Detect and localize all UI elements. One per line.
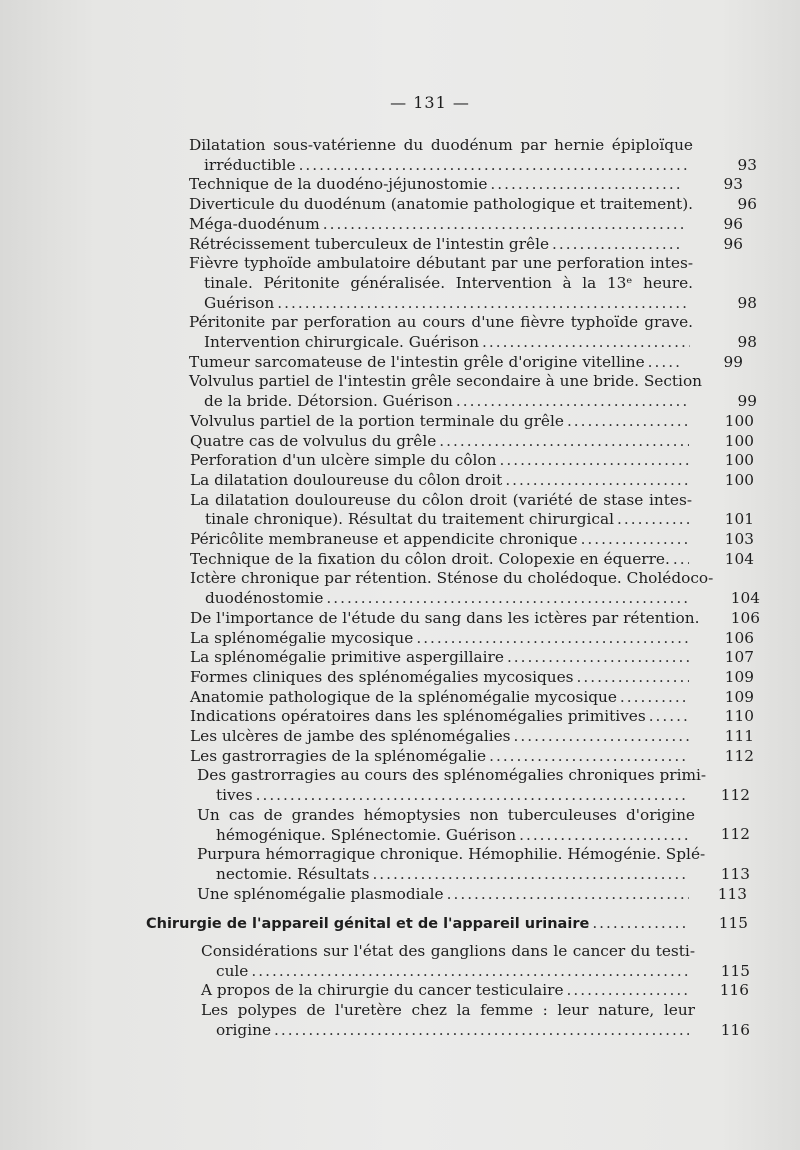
leader-dots [482,333,690,353]
entry-line: Formes cliniques des splénomégalies mycosiques ..... [190,668,692,688]
entry-line: Chirurgie de l'appareil génital et de l'appareil urinaire ..... [146,914,691,935]
toc-entry [190,569,760,608]
page-ref: 113 [717,884,747,903]
entry-line: Ictère chronique par rétention. Sténose du cholédoque. Cholédoco- [190,569,714,588]
entry-line: nectomie. Résultats ..... [197,865,692,885]
toc-entry [190,431,754,452]
page-ref: 106 [730,608,760,627]
page-number-header: — 131 — [390,93,470,112]
page-ref: 112 [720,825,750,844]
toc-entry [190,667,754,688]
entry-line: Perforation d'un ulcère simple du côlon ..... [190,451,692,471]
toc-entry [189,313,757,352]
page-ref: 99 [723,352,743,371]
page-ref: 103 [724,530,754,548]
page-ref: 115 [718,914,748,932]
leader-dots [499,451,689,471]
toc-entry [189,136,757,175]
toc-entry [197,845,750,884]
toc-entry [197,805,750,845]
leader-dots [507,648,689,668]
leader-dots [490,175,683,195]
entry-line: Une splénomégalie plasmodiale ..... [197,885,692,905]
page-ref: 115 [720,961,750,980]
page-ref: 96 [737,195,757,214]
leader-dots [274,1021,689,1041]
toc-entry [190,530,754,550]
entry-line: Considérations sur l'état des ganglions dans le cancer du testi- [201,942,695,960]
entry-line: Les polypes de l'uretère chez la femme : leur nature, leur [201,1001,695,1020]
leader-dots [577,668,689,688]
entry-line: Indications opératoires dans les splénomégalies primitives ..... [190,707,692,727]
entry-line: Fièvre typhoïde ambulatoire débutant par une perforation intes- [189,254,693,273]
entry-line: Anatomie pathologique de la splénomégalie mycosique ..... [190,688,692,708]
entry-line: Quatre cas de volvulus du grêle ..... [190,432,692,452]
page-ref: 98 [737,332,757,351]
toc-entry [190,746,754,767]
entry-line: tinale. Péritonite généralisée. Intervention à la 13ᵉ heure. [204,273,693,292]
toc-entry [190,628,754,649]
toc-entry [190,411,754,432]
leader-dots [620,688,689,708]
toc-entry [189,352,743,373]
toc-entry [189,372,757,411]
leader-dots [617,510,689,530]
entry-line: hémogénique. Splénectomie. Guérison ..... [197,826,692,846]
entry-line: Méga-duodénum ..... [189,215,686,235]
leader-dots [581,530,689,550]
leader-dots [673,550,689,570]
page-ref: 106 [724,628,754,647]
entry-line: origine ..... [201,1021,692,1041]
leader-dots [567,412,689,432]
entry-line: La dilatation douloureuse du côlon droit ..... [190,471,692,491]
page-ref: 116 [719,981,749,1000]
entry-line: Dilatation sous-vatérienne du duodénum par hernie épiploïque [189,136,693,154]
page-ref: 109 [724,687,754,706]
entry-line: tives ..... [197,786,692,806]
leader-dots [519,826,689,846]
page-ref: 98 [737,293,757,312]
entry-line: La splénomégalie mycosique ..... [190,629,692,649]
page-ref: 104 [730,589,760,608]
page-ref: 112 [720,786,750,805]
entry-line: cule ..... [201,962,692,982]
toc-entry [189,234,743,255]
toc-entry [189,214,743,235]
entry-line: irréductible ..... [189,156,693,176]
leader-dots [447,885,689,905]
leader-dots [456,392,690,412]
page-ref: 99 [737,392,757,411]
entry-line: Diverticule du duodénum (anatomie pathologique et traitement). [189,195,694,214]
toc-entry [190,648,754,668]
page-ref: 93 [737,155,757,174]
page-ref: 101 [724,510,754,529]
leader-dots [251,962,689,982]
page-ref: 96 [723,214,743,233]
toc-entry [197,884,747,905]
leader-dots [489,747,689,767]
leader-dots [505,471,689,491]
entry-line: Un cas de grandes hémoptysies non tuberculeuses d'origine [197,805,695,824]
toc-entry [201,942,750,981]
leader-dots [299,156,690,176]
page-ref: 107 [724,648,754,667]
entry-line: Rétrécissement tuberculeux de l'intestin grêle ..... [189,235,686,255]
toc-entry [190,727,754,747]
leader-dots [552,235,683,255]
page-ref: 116 [720,1020,750,1039]
page-ref: 110 [724,707,754,726]
entry-line: Purpura hémorragique chronique. Hémophilie. Hémogénie. Splé- [197,845,706,864]
leader-dots [514,727,689,747]
toc-entry [189,195,757,215]
page-ref: 112 [724,746,754,765]
leader-dots [416,629,689,649]
leader-dots [649,707,689,727]
toc-entry [190,490,754,530]
page-ref: 100 [724,451,754,470]
leader-dots [648,353,683,373]
entry-line: Guérison ..... [189,294,693,314]
leader-dots [439,432,689,452]
page-ref: 100 [724,431,754,450]
leader-dots [326,589,689,609]
entry-line: Volvulus partiel de la portion terminale du grêle ..... [190,412,692,432]
entry-line: Les ulcères de jambe des splénomégalies ..... [190,727,692,747]
toc-entry [189,175,743,195]
page-ref: 111 [724,727,754,745]
toc-entry [190,549,754,570]
entry-line: Technique de la duodéno-jéjunostomie ..... [189,175,686,195]
entry-line: de la bride. Détorsion. Guérison ..... [189,392,693,412]
leader-dots [277,294,690,314]
leader-dots [567,981,689,1001]
toc-entry [201,981,749,1001]
toc-entry [197,766,750,805]
toc-entry [189,254,757,313]
page-ref: 113 [720,864,750,883]
entry-line: tinale chronique). Résultat du traitement chirurgical ..... [190,510,692,530]
entry-line: Péricôlite membraneuse et appendicite chronique ..... [190,530,692,550]
leader-dots [592,914,688,934]
page-ref: 93 [723,175,743,194]
page-ref: 96 [723,234,743,253]
entry-line: A propos de la chirurgie du cancer testiculaire ..... [201,981,692,1001]
page-ref: 100 [724,411,754,430]
entry-line: La dilatation douloureuse du côlon droit (variété de stase intes- [190,490,692,509]
page-ref: 100 [724,470,754,489]
entry-line: duodénostomie ..... [190,589,692,609]
toc-entry [190,707,754,727]
entry-line: La splénomégalie primitive aspergillaire ..... [190,648,692,668]
entry-line: Des gastrorragies au cours des splénomégalies chroniques primi- [197,766,707,785]
page-ref: 104 [724,549,754,568]
entry-line: Les gastrorragies de la splénomégalie ..... [190,747,692,767]
toc-entry [190,451,754,471]
page-ref: 109 [724,667,754,686]
entry-line: Tumeur sarcomateuse de l'intestin grêle d'origine vitelline ..... [189,353,686,373]
section-heading [146,914,748,935]
toc-entry [190,687,754,708]
toc-entry [190,608,760,629]
leader-dots [256,786,689,806]
entry-line: Technique de la fixation du côlon droit. Colopexie en équerre. ..... [190,550,692,570]
entry-line: Péritonite par perforation au cours d'une fièvre typhoïde grave. [189,313,693,332]
leader-dots [372,865,689,885]
entry-line: De l'importance de l'étude du sang dans les ictères par rétention. [190,608,700,627]
toc-entry [190,470,754,491]
entry-line: Intervention chirurgicale. Guérison ..... [189,333,693,353]
toc-entry [201,1001,750,1040]
entry-line: Volvulus partiel de l'intestin grêle secondaire à une bride. Section [189,372,703,391]
leader-dots [323,215,683,235]
